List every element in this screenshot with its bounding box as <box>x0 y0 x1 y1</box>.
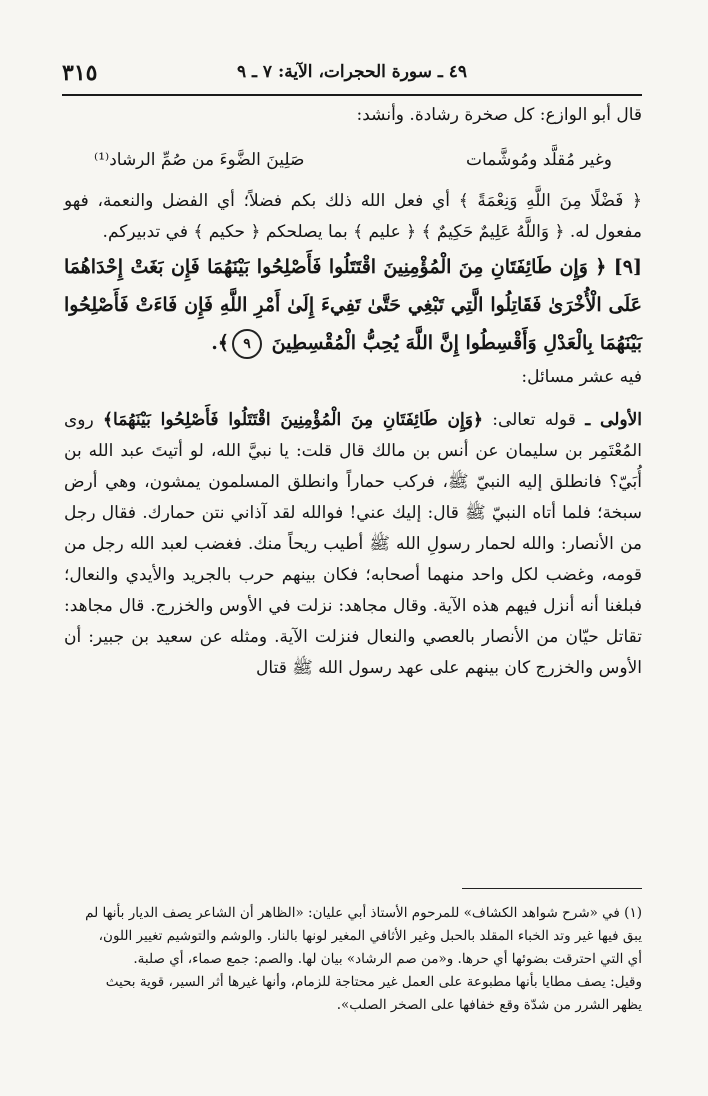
verse-text: ﴿ وَإِن طَائِفَتَانِ مِنَ الْمُؤْمِنِينَ اقْتَتَلُوا فَأَصْلِحُوا بَيْنَهُمَا فَإِن بَغَتْ إِحْدَاهُمَا عَلَى الْأُخْرَىٰ فَقَاتِلُوا الَّتِي تَبْغِي حَتَّىٰ تَفِيءَ إِلَىٰ أَمْرِ اللَّهِ فَإِن فَاءَتْ فَأَصْلِحُوا بَيْنَهُمَا بِالْعَدْلِ وَأَقْسِطُوا إِنَّ اللَّهَ يُحِبُّ الْمُقْسِطِينَ <box>64 256 642 354</box>
poem-verse <box>64 131 642 186</box>
footnote-line: وقيل: يصف مطايا بأنها مطبوعة على العمل غير محتاجة للزمام، وأنها غيرها أثر السير، قوية بحيث <box>105 974 642 990</box>
poem-hemistich-left: صَلِينَ الضَّوءَ من صُمِّ الرشاد⁽¹⁾ <box>94 150 305 170</box>
footnote-line: يظهر الشرر من شدّة وقع خفافها على الصخر الصلب». <box>336 997 642 1013</box>
footnote <box>64 902 642 1017</box>
issues-heading: فيه عشر مسائل: <box>521 367 642 387</box>
issue-label: الأولى ـ <box>585 410 643 430</box>
page-number: ٣١٥ <box>62 60 98 86</box>
issue-body: روى المُعْتَمِر بن سليمان عن أنس بن مالك قال قلت: يا نبيَّ الله، لو أتيتَ عبد الله بن أُبَيّ؟ فانطلق إليه النبيّ ﷺ، فركب حماراً وانطلق المسلمون يمشون، وهي أرض سبخة؛ فلما أتاه النبيّ ﷺ قال: إليك عني! فوالله لقد آذاني نتن حمارك. فقال رجل من الأنصار: والله لحمار رسولِ الله ﷺ أطيب ريحاً منك. فغضب لعبد الله رجل من قومه، وغضب لكل واحد منهما أصحابه؛ فكان بينهم حرب بالجريد والأيدي والنعال؛ فبلغنا أنه أنزل فيهم هذه الآية. وقال مجاهد: نزلت في الأوس والخزرج. قال مجاهد: تقاتل حيّان من الأنصار بالعصي والنعال فنزلت الآية. ومثله عن سعيد بن جبير: أن الأوس والخزرج كان بينهم على عهد رسول الله ﷺ قتال <box>64 410 642 678</box>
ayah-end-marker: ٩ <box>232 329 262 359</box>
verse-number: [٩] <box>613 256 642 278</box>
quran-verse-block <box>64 248 642 362</box>
running-title: ٤٩ ـ سورة الحجرات، الآية: ٧ ـ ٩ <box>236 62 468 82</box>
issue-quote: ﴿وَإِن طَائِفَتَانِ مِنَ الْمُؤْمِنِينَ اقْتَتَلُوا فَأَصْلِحُوا بَيْنَهُمَا﴾ <box>103 410 483 430</box>
issue-intro: قوله تعالى: <box>492 410 576 430</box>
first-issue-paragraph <box>64 405 642 684</box>
footnote-line: أي التي احترقت بضوئها أي حرها. و«من صم الرشاد» بيان لها. والصم: جمع صماء، أي صلبة. <box>133 951 642 967</box>
footnote-line: يبق فيها غير وتد الخباء المقلد بالحبل وغير الأثافي المغير لونها بالنار. والوشم والتوشيم تغيير اللون، <box>98 928 642 944</box>
page-header <box>62 60 642 96</box>
commentary-paragraph: ﴿ فَضْلًا مِنَ اللَّهِ وَنِعْمَةً ﴾ أي فعل الله ذلك بكم فضلاً؛ أي الفضل والنعمة، فهو مفعول له. ﴿ وَاللَّهُ عَلِيمٌ حَكِيمٌ ﴾ ﴿ عليم ﴾ بما يصلحكم ﴿ حكيم ﴾ في تدبيركم. <box>64 191 642 242</box>
verse-closing: ﴾. <box>211 332 230 354</box>
intro-line: قال أبو الوازع: كل صخرة رشادة. وأنشد: <box>356 105 642 125</box>
main-text <box>64 100 642 684</box>
footnote-divider <box>462 888 642 889</box>
poem-hemistich-right: وغير مُقلَّد ومُوشَّمات <box>465 150 612 170</box>
footnote-line: (١) في «شرح شواهد الكشاف» للمرحوم الأستاذ أبي عليان: «الظاهر أن الشاعر يصف الديار بأنها لم <box>85 905 642 921</box>
